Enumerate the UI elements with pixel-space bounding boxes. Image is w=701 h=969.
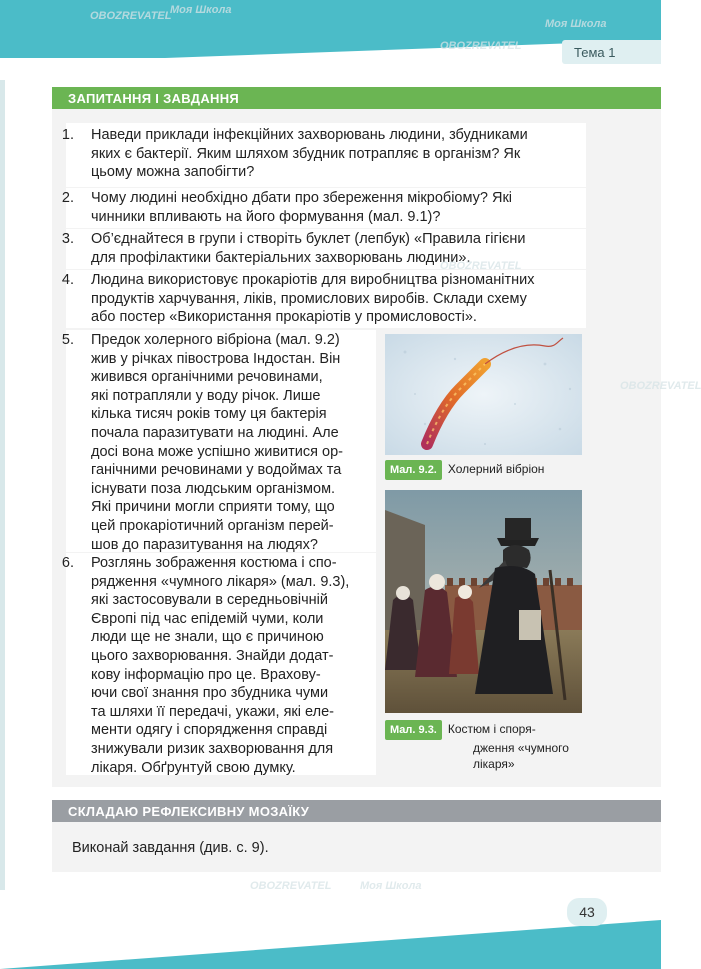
question-number: 2.	[61, 190, 74, 206]
question-number: 6.	[61, 555, 74, 571]
cholera-vibrio-image	[385, 334, 582, 455]
watermark: Моя Школа	[545, 18, 607, 30]
question-line: або постер «Використання прокаріотів у промисловості».	[91, 309, 477, 326]
question-number: 3.	[61, 231, 74, 247]
watermark: OBOZREVATEL	[440, 40, 522, 52]
question-line: Розглянь зображення костюма і спо-	[91, 555, 337, 571]
question-line: Які причини могли сприяти тому, що	[91, 499, 335, 516]
watermark: Моя Школа	[170, 4, 232, 16]
figure-9-3-tag: Мал. 9.3.	[385, 720, 442, 740]
figure-plague-doctor	[385, 490, 582, 713]
watermark: Моя Школа	[360, 880, 422, 892]
question-line: почала паразитувати на людині. Але	[91, 424, 339, 441]
reflection-section	[52, 800, 661, 872]
watermark: OBOZREVATEL	[250, 880, 332, 892]
question-line: знижували ризик захворювання для	[91, 740, 334, 757]
left-stripe	[0, 80, 5, 890]
question-line: Предок холерного вібріона (мал. 9.2)	[91, 332, 340, 348]
question-line: шов до паразитування на людях?	[91, 536, 318, 553]
figure-cholera-vibrio	[385, 334, 582, 455]
bottom-band	[0, 920, 661, 969]
question-line: існувати поза людським організмом.	[91, 480, 336, 497]
question-line: та шляхи її передачі, укажи, які еле-	[91, 703, 334, 720]
watermark: OBOZREVATEL	[90, 10, 172, 22]
page-number: 43	[567, 898, 607, 926]
question-line: цього захворювання. Знайди додат-	[91, 647, 334, 664]
reflection-task-text: Виконай завдання (див. с. 9).	[72, 840, 269, 856]
question-line: для профілактики бактеріальних захворювань людини».	[91, 249, 471, 266]
question-line: ючи свої знання про збудника чуми	[91, 685, 329, 702]
question-line: лікаря. Обґрунтуй свою думку.	[91, 759, 296, 776]
question-number: 5.	[61, 332, 74, 348]
question-number: 1.	[61, 127, 74, 143]
figure-9-3-caption	[385, 720, 590, 772]
question-line: досі вона може успішно живитися ор-	[91, 443, 343, 460]
plague-doctor-image	[385, 490, 582, 713]
figure-9-2-caption-text: Холерний вібріон	[447, 462, 545, 476]
figure-9-3-caption-line: Костюм і спoря-	[447, 722, 536, 736]
question-line: які потрапляли у воду річок. Лише	[91, 387, 321, 404]
question-line: чинники впливають на його формування (мал. 9.1)?	[91, 208, 441, 225]
reflection-section-title: СКЛАДАЮ РЕФЛЕКСИВНУ МОЗАЇКУ	[52, 800, 661, 822]
figure-9-3-caption-line: лікаря»	[473, 757, 515, 771]
question-line: продуктів харчування, ліків, промислових виробів. Склади схему	[91, 290, 527, 307]
question-line: цьому можна запобігти?	[91, 164, 255, 181]
figure-9-2-tag: Мал. 9.2.	[385, 460, 442, 480]
question-line: Людина використовує прокаріотів для виробництва різноманітних	[91, 272, 535, 288]
question-line: Чому людині необхідно дбати про збереження мікробіому? Які	[91, 190, 513, 206]
question-line: цей прокаріотичний організм перей-	[91, 517, 334, 534]
question-line: жив у річках півострова Індостан. Він	[91, 350, 341, 367]
question-line: ганічними речовинами у водоймах та	[91, 462, 342, 479]
question-line: люди ще не знали, що є причиною	[91, 629, 324, 646]
question-line: кову інформацію про це. Врахову-	[91, 666, 321, 683]
question-line: рядження «чумного лікаря» (мал. 9.3),	[91, 573, 350, 590]
question-number: 4.	[61, 272, 74, 288]
question-line: яких є бактерії. Яким шляхом збудник потрапляє в організм? Як	[91, 145, 521, 162]
question-line: менти одягу і спорядження справді	[91, 722, 328, 739]
question-line: кілька тисяч років тому ця бактерія	[91, 406, 327, 423]
question-line: живився органічними речовинами,	[91, 369, 323, 386]
watermark: OBOZREVATEL	[620, 380, 701, 392]
question-line: Об’єднайтеся в групи і створіть буклет (лепбук) «Правила гігієни	[91, 231, 526, 247]
figure-9-2-caption	[385, 460, 544, 480]
topic-tab: Тема 1	[562, 40, 661, 64]
figure-9-3-caption-line: дження «чумного	[473, 741, 569, 755]
question-line: Європі під час епідемій чуми, коли	[91, 610, 324, 627]
question-line: Наведи приклади інфекційних захворювань людини, збудниками	[91, 127, 528, 143]
questions-section-title: ЗАПИТАННЯ І ЗАВДАННЯ	[52, 87, 661, 109]
watermark: OBOZREVATEL	[440, 260, 522, 272]
question-line: які застосовували в середньовічній	[91, 592, 329, 609]
